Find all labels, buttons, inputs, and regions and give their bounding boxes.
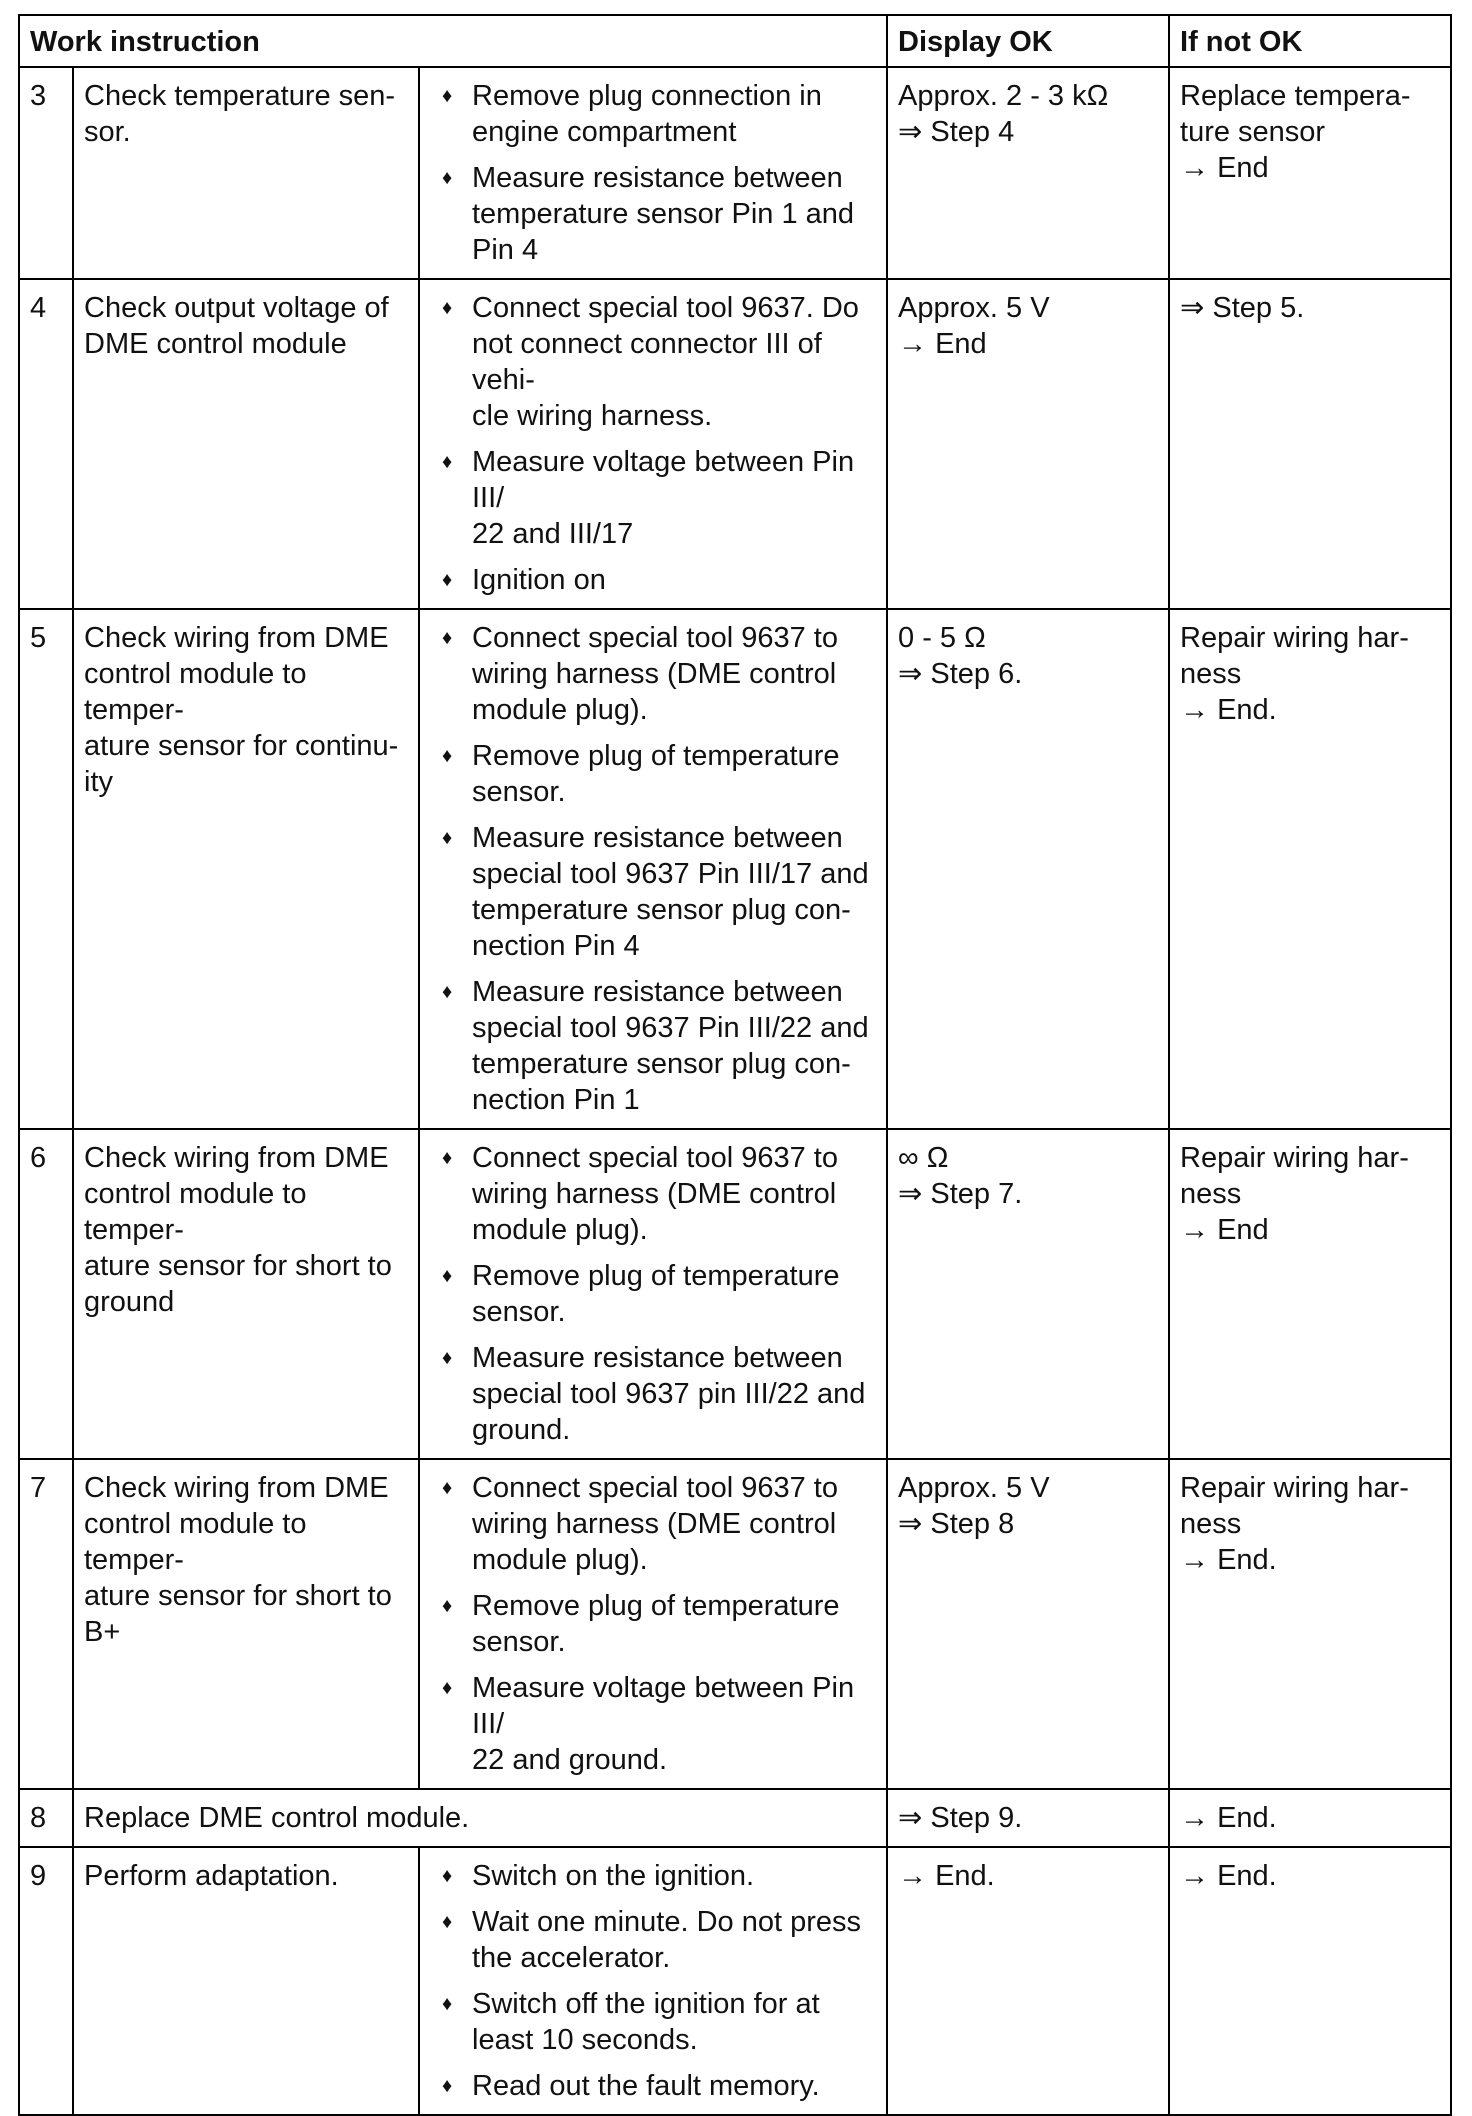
step-actions xyxy=(419,609,887,1129)
action-text: Measure resistance between special tool 9637 pin III/22 and ground. xyxy=(472,1342,866,1446)
diamond-bullet-icon: ♦ xyxy=(442,1865,453,1887)
diamond-bullet-icon: ♦ xyxy=(442,1595,453,1617)
if-not-ok-cell: ⇒ Step 5. xyxy=(1169,279,1451,609)
table-row xyxy=(19,1847,1451,2115)
action-text: Remove plug of temperature sensor. xyxy=(472,1260,840,1328)
action-text: Remove plug connection in engine compartment xyxy=(472,80,822,148)
step-title: Check output voltage of DME control module xyxy=(73,279,419,609)
action-text: Measure resistance between special tool 9637 Pin III/22 and temperature sensor plug con- nection Pin 1 xyxy=(472,976,869,1116)
list-item xyxy=(430,1588,876,1660)
step-actions xyxy=(419,67,887,279)
action-text: Read out the fault memory. xyxy=(472,2070,820,2102)
step-number: 8 xyxy=(19,1789,73,1847)
diamond-bullet-icon: ♦ xyxy=(442,167,453,189)
list-item xyxy=(430,1340,876,1448)
step-number: 5 xyxy=(19,609,73,1129)
diamond-bullet-icon: ♦ xyxy=(442,1477,453,1499)
action-text: Measure resistance between special tool 9637 Pin III/17 and temperature sensor plug con- nection Pin 4 xyxy=(472,822,869,962)
if-not-ok-cell: Repair wiring har- ness → End. xyxy=(1169,1459,1451,1789)
action-text: Ignition on xyxy=(472,564,606,596)
table-row xyxy=(19,1129,1451,1459)
diamond-bullet-icon: ♦ xyxy=(442,297,453,319)
display-ok-cell: Approx. 2 - 3 kΩ ⇒ Step 4 xyxy=(887,67,1169,279)
display-ok-cell: 0 - 5 Ω ⇒ Step 6. xyxy=(887,609,1169,1129)
action-text: Measure voltage between Pin III/ 22 and III/17 xyxy=(472,446,855,550)
display-ok-cell: Approx. 5 V → End xyxy=(887,279,1169,609)
step-actions xyxy=(419,279,887,609)
diamond-bullet-icon: ♦ xyxy=(442,1147,453,1169)
diamond-bullet-icon: ♦ xyxy=(442,2075,453,2097)
if-not-ok-cell: → End. xyxy=(1169,1789,1451,1847)
diamond-bullet-icon: ♦ xyxy=(442,85,453,107)
step-title: Check wiring from DME control module to temper- ature sensor for short to B+ xyxy=(73,1459,419,1789)
list-item xyxy=(430,444,876,552)
table-row xyxy=(19,279,1451,609)
diamond-bullet-icon: ♦ xyxy=(442,1347,453,1369)
diamond-bullet-icon: ♦ xyxy=(442,1677,453,1699)
step-number: 7 xyxy=(19,1459,73,1789)
action-text: Measure voltage between Pin III/ 22 and ground. xyxy=(472,1672,855,1776)
list-item xyxy=(430,820,876,964)
if-not-ok-cell: Replace tempera- ture sensor → End xyxy=(1169,67,1451,279)
display-ok-cell: → End. xyxy=(887,1847,1169,2115)
header-display-ok: Display OK xyxy=(887,15,1169,67)
step-actions xyxy=(419,1847,887,2115)
step-title: Replace DME control module. xyxy=(73,1789,887,1847)
list-item xyxy=(430,160,876,268)
list-item xyxy=(430,1140,876,1248)
action-text: Connect special tool 9637. Do not connect connector III of vehi- cle wiring harness. xyxy=(472,292,859,432)
step-actions xyxy=(419,1129,887,1459)
diamond-bullet-icon: ♦ xyxy=(442,627,453,649)
diamond-bullet-icon: ♦ xyxy=(442,1265,453,1287)
list-item xyxy=(430,620,876,728)
if-not-ok-cell: → End. xyxy=(1169,1847,1451,2115)
step-title: Check wiring from DME control module to temper- ature sensor for continu- ity xyxy=(73,609,419,1129)
diamond-bullet-icon: ♦ xyxy=(442,745,453,767)
diamond-bullet-icon: ♦ xyxy=(442,569,453,591)
action-text: Wait one minute. Do not press the accelerator. xyxy=(472,1906,861,1974)
list-item xyxy=(430,1258,876,1330)
work-instruction-table xyxy=(18,14,1452,2116)
action-text: Connect special tool 9637 to wiring harness (DME control module plug). xyxy=(472,622,838,726)
diamond-bullet-icon: ♦ xyxy=(442,1993,453,2015)
step-title: Check wiring from DME control module to temper- ature sensor for short to ground xyxy=(73,1129,419,1459)
table-row xyxy=(19,609,1451,1129)
table-row xyxy=(19,1789,1451,1847)
action-text: Connect special tool 9637 to wiring harness (DME control module plug). xyxy=(472,1472,838,1576)
table-row xyxy=(19,67,1451,279)
list-item xyxy=(430,1670,876,1778)
header-work-instruction: Work instruction xyxy=(19,15,887,67)
action-text: Switch off the ignition for at least 10 seconds. xyxy=(472,1988,820,2056)
step-actions xyxy=(419,1459,887,1789)
table-row xyxy=(19,1459,1451,1789)
action-list xyxy=(430,78,876,268)
step-number: 3 xyxy=(19,67,73,279)
display-ok-cell: ⇒ Step 9. xyxy=(887,1789,1169,1847)
action-list xyxy=(430,1140,876,1448)
list-item xyxy=(430,2068,876,2104)
list-item xyxy=(430,78,876,150)
if-not-ok-cell: Repair wiring har- ness → End. xyxy=(1169,609,1451,1129)
diamond-bullet-icon: ♦ xyxy=(442,981,453,1003)
action-list xyxy=(430,620,876,1118)
list-item xyxy=(430,1470,876,1578)
action-text: Measure resistance between temperature sensor Pin 1 and Pin 4 xyxy=(472,162,855,266)
display-ok-cell: ∞ Ω ⇒ Step 7. xyxy=(887,1129,1169,1459)
step-number: 4 xyxy=(19,279,73,609)
action-text: Remove plug of temperature sensor. xyxy=(472,1590,840,1658)
action-text: Connect special tool 9637 to wiring harness (DME control module plug). xyxy=(472,1142,838,1246)
step-title: Perform adaptation. xyxy=(73,1847,419,2115)
list-item xyxy=(430,974,876,1118)
table-header-row xyxy=(19,15,1451,67)
list-item xyxy=(430,738,876,810)
step-number: 9 xyxy=(19,1847,73,2115)
action-text: Switch on the ignition. xyxy=(472,1860,755,1892)
diamond-bullet-icon: ♦ xyxy=(442,827,453,849)
display-ok-cell: Approx. 5 V ⇒ Step 8 xyxy=(887,1459,1169,1789)
step-title: Check temperature sen- sor. xyxy=(73,67,419,279)
action-list xyxy=(430,1470,876,1778)
table-body xyxy=(19,67,1451,2115)
action-text: Remove plug of temperature sensor. xyxy=(472,740,840,808)
list-item xyxy=(430,290,876,434)
list-item xyxy=(430,1858,876,1894)
header-if-not-ok: If not OK xyxy=(1169,15,1451,67)
list-item xyxy=(430,562,876,598)
action-list xyxy=(430,290,876,598)
step-number: 6 xyxy=(19,1129,73,1459)
if-not-ok-cell: Repair wiring har- ness → End xyxy=(1169,1129,1451,1459)
action-list xyxy=(430,1858,876,2104)
diamond-bullet-icon: ♦ xyxy=(442,451,453,473)
list-item xyxy=(430,1904,876,1976)
list-item xyxy=(430,1986,876,2058)
diamond-bullet-icon: ♦ xyxy=(442,1911,453,1933)
